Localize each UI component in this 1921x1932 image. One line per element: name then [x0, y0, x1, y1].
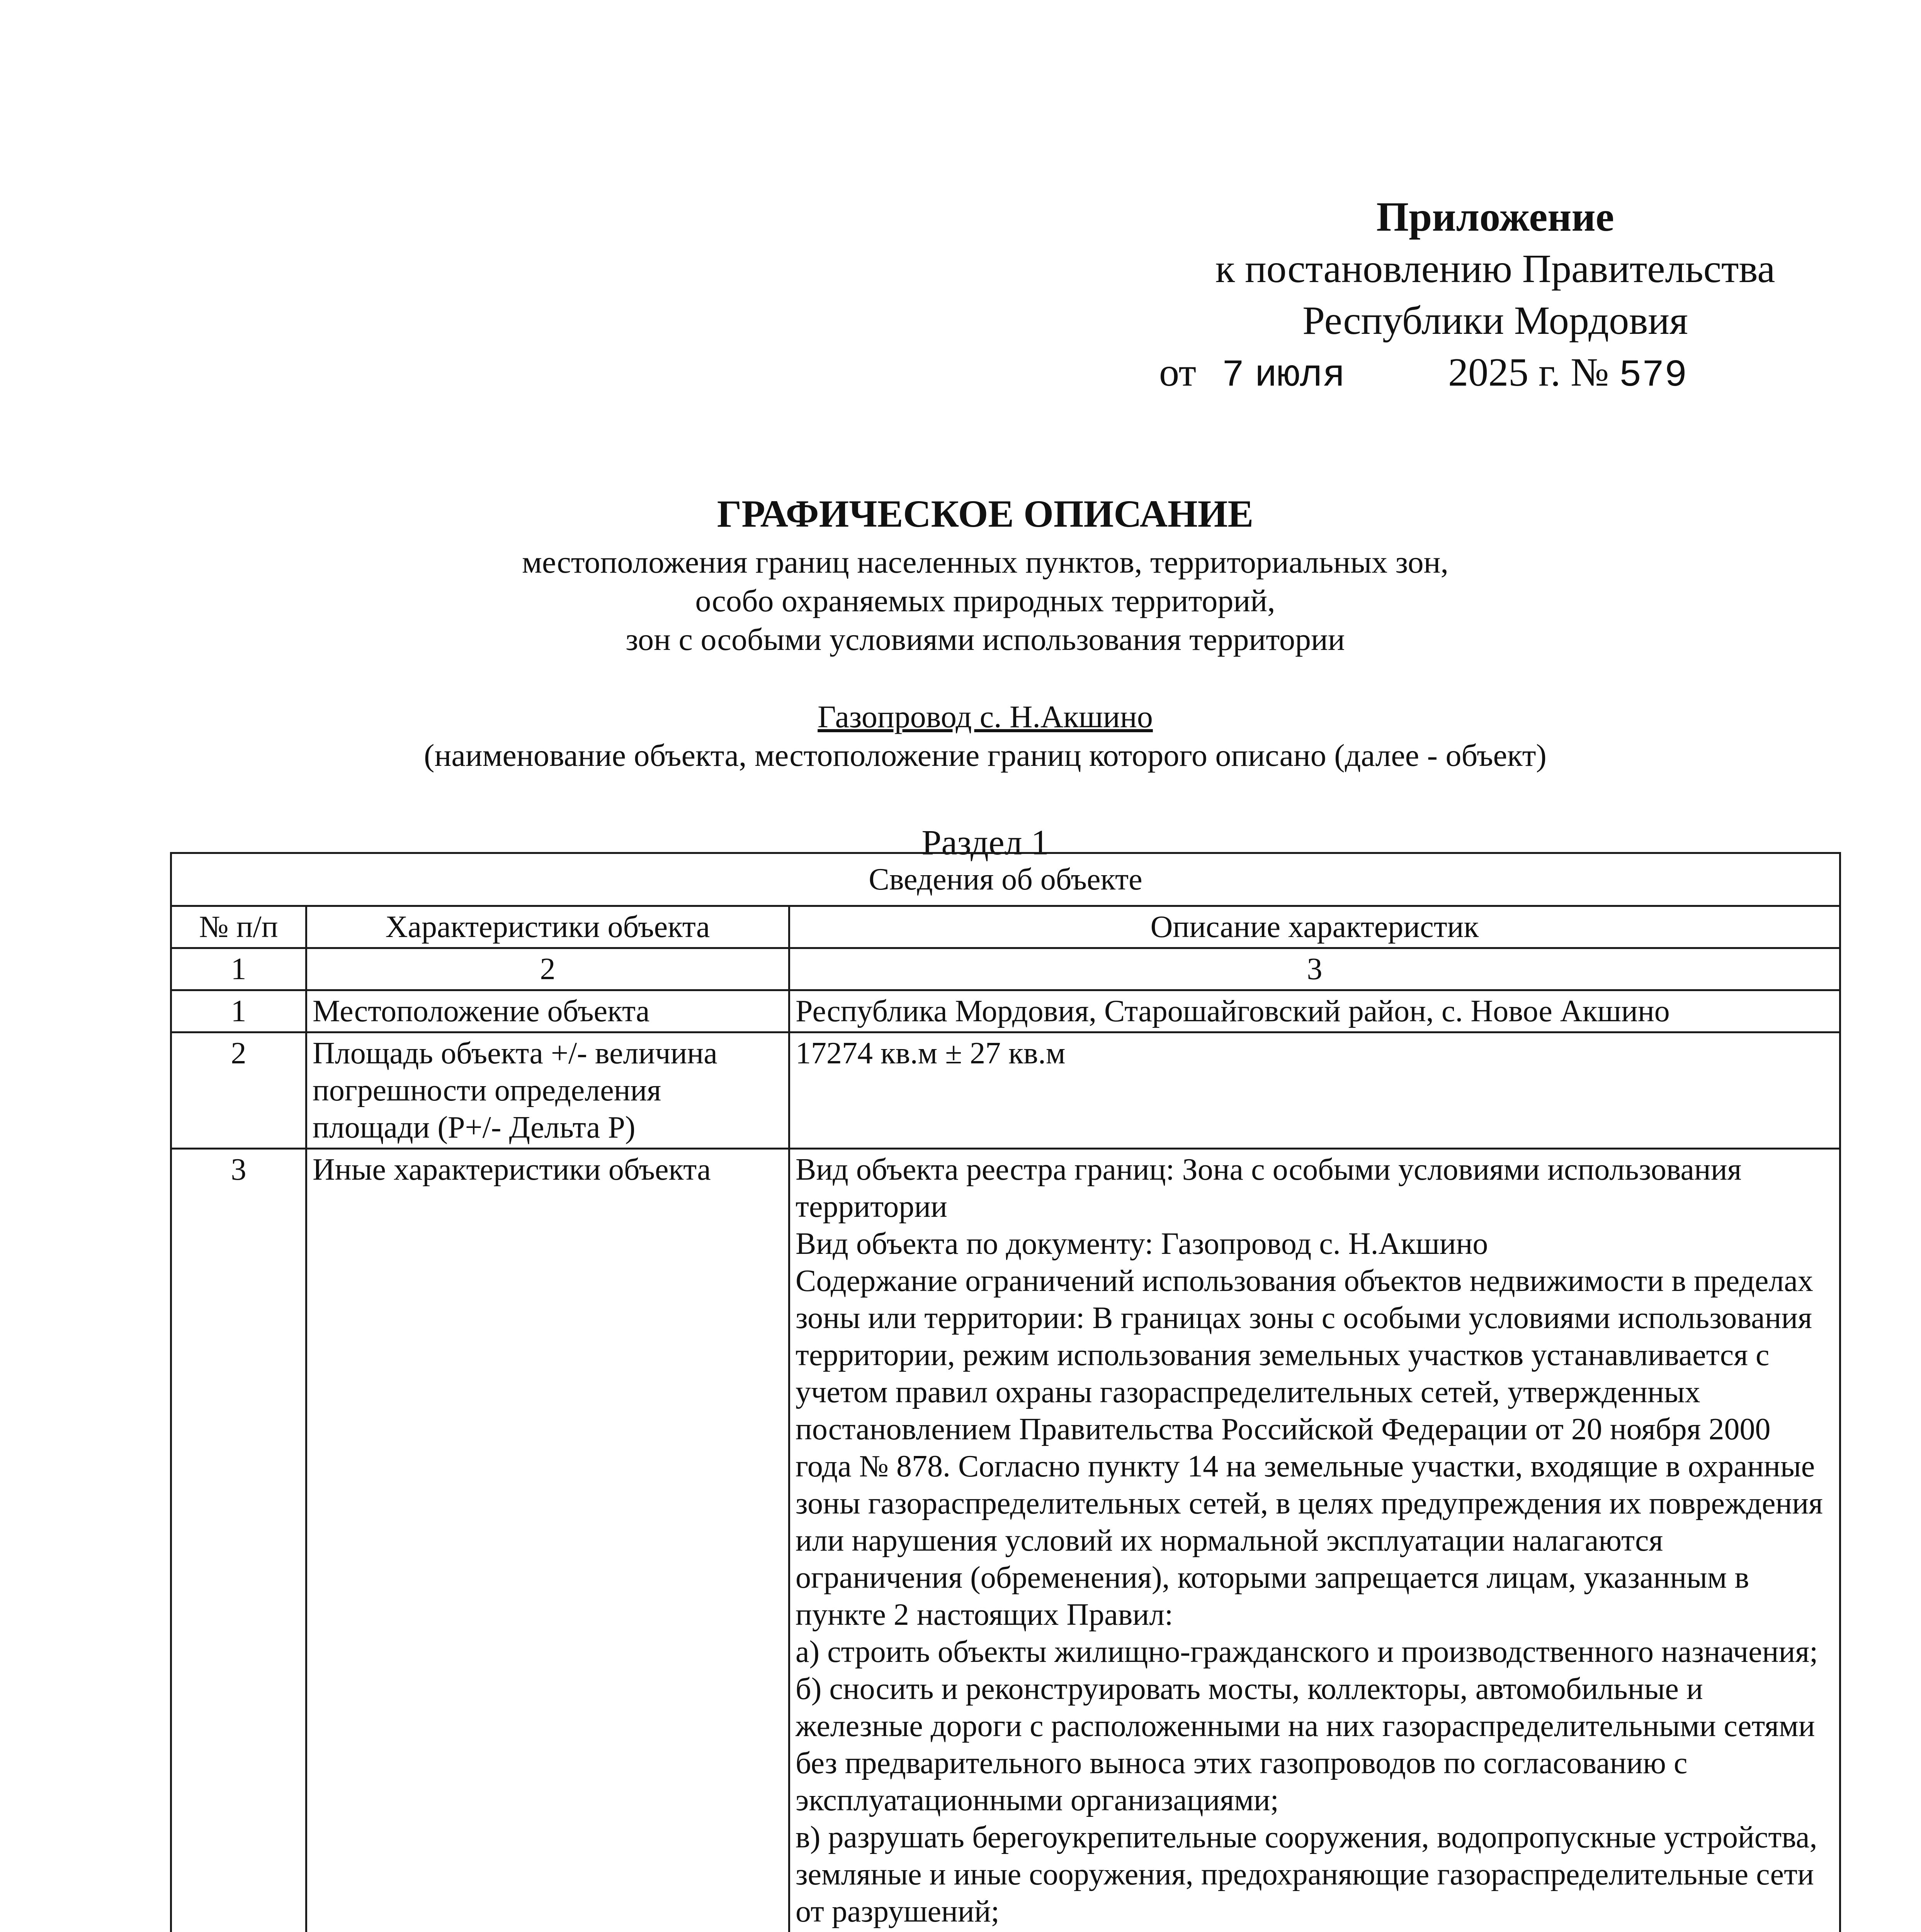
row-description [789, 1032, 1840, 1149]
row-description [789, 990, 1840, 1032]
date-number: 579 [1619, 354, 1687, 397]
subtitle-line: местоположения границ населенных пунктов, территориальных зон, [522, 544, 1448, 580]
object-name: Газопровод с. Н.Акшино [818, 699, 1153, 734]
description-text: Содержание ограничений использования объектов недвижимости в пределах зоны или территории: В границах зоны с особыми условиями использования территории, режим использования земельных участков устанавливается с учетом правил охраны газораспределительных сетей, утвержденных постановлением Правительства Российской Федерации от 20 ноября 2000 года № 878. Согласно пункту 14 на земельные участки, входящие в охранные зоны газораспределительных сетей, в целях предупреждения их повреждения или нарушения условий их нормальной эксплуатации налагаются ограничения (обременения), которыми запрещается лицам, указанным в пункте 2 настоящих Правил: [796, 1264, 1823, 1632]
appendix-line-2: Республики Мордовия [1302, 298, 1688, 343]
description-text [796, 1930, 1834, 1932]
appendix-title: Приложение [1376, 194, 1614, 240]
column-number: 2 [306, 948, 789, 990]
table-row [171, 990, 1840, 1032]
row-number: 1 [171, 990, 306, 1032]
table-row [171, 1032, 1840, 1149]
description-text: б) сносить и реконструировать мосты, коллекторы, автомобильные и железные дороги с расположенными на них газораспределительными сетями без предварительного выноса этих газопроводов по согласованию с эксплуатационными организациями; [796, 1672, 1815, 1817]
document-title: ГРАФИЧЕСКОЕ ОПИСАНИЕ [717, 492, 1254, 535]
subtitle-line: особо охраняемых природных территорий, [695, 583, 1275, 618]
description-text: а) строить объекты жилищно-гражданского и производственного назначения; [796, 1635, 1818, 1669]
table-caption-row [171, 853, 1840, 906]
date-month: июля [1254, 354, 1346, 397]
object-caption: (наименование объекта, местоположение границ которого описано (далее - объект) [424, 738, 1547, 773]
description-text: в) разрушать берегоукрепительные сооружения, водопропускные устройства, земляные и иные сооружения, предохраняющие газораспределительные сети от разрушений; [796, 1820, 1817, 1929]
row-characteristic: Иные характеристики объекта [306, 1149, 789, 1932]
description-text: Вид объекта по документу: Газопровод с. Н.Акшино [796, 1227, 1488, 1261]
row-characteristic: Площадь объекта +/- величина погрешности определения площади (Р+/- Дельта Р) [306, 1032, 789, 1149]
date-prefix: от [1159, 350, 1197, 395]
row-characteristic: Местоположение объекта [306, 990, 789, 1032]
column-number: 3 [789, 948, 1840, 990]
description-text: Вид объекта реестра границ: Зона с особыми условиями использования территории [796, 1153, 1742, 1224]
section-title: Раздел 1 [921, 823, 1049, 862]
description-text: 17274 кв.м ± 27 кв.м [796, 1036, 1066, 1070]
appendix-block [1151, 191, 1839, 402]
row-description [789, 1149, 1840, 1932]
date-year: 2025 г. № [1448, 350, 1609, 395]
column-header-characteristic: Характеристики объекта [306, 906, 789, 948]
row-number: 3 [171, 1149, 306, 1932]
column-numbers-row [171, 948, 1840, 990]
document-header [116, 489, 1855, 864]
subtitle-line: зон с особыми условиями использования территории [626, 622, 1345, 657]
appendix-line-1: к постановлению Правительства [1215, 247, 1775, 291]
object-info-table [170, 852, 1841, 1932]
column-number: 1 [171, 948, 306, 990]
table-row [171, 1149, 1840, 1932]
table-header-row [171, 906, 1840, 948]
column-header-num: № п/п [171, 906, 306, 948]
column-header-description: Описание характеристик [789, 906, 1840, 948]
description-text: Республика Мордовия, Старошайговский район, с. Новое Акшино [796, 994, 1670, 1028]
row-number: 2 [171, 1032, 306, 1149]
date-day: 7 [1222, 354, 1244, 397]
table-caption: Сведения об объекте [171, 853, 1840, 906]
appendix-date [1151, 347, 1839, 402]
